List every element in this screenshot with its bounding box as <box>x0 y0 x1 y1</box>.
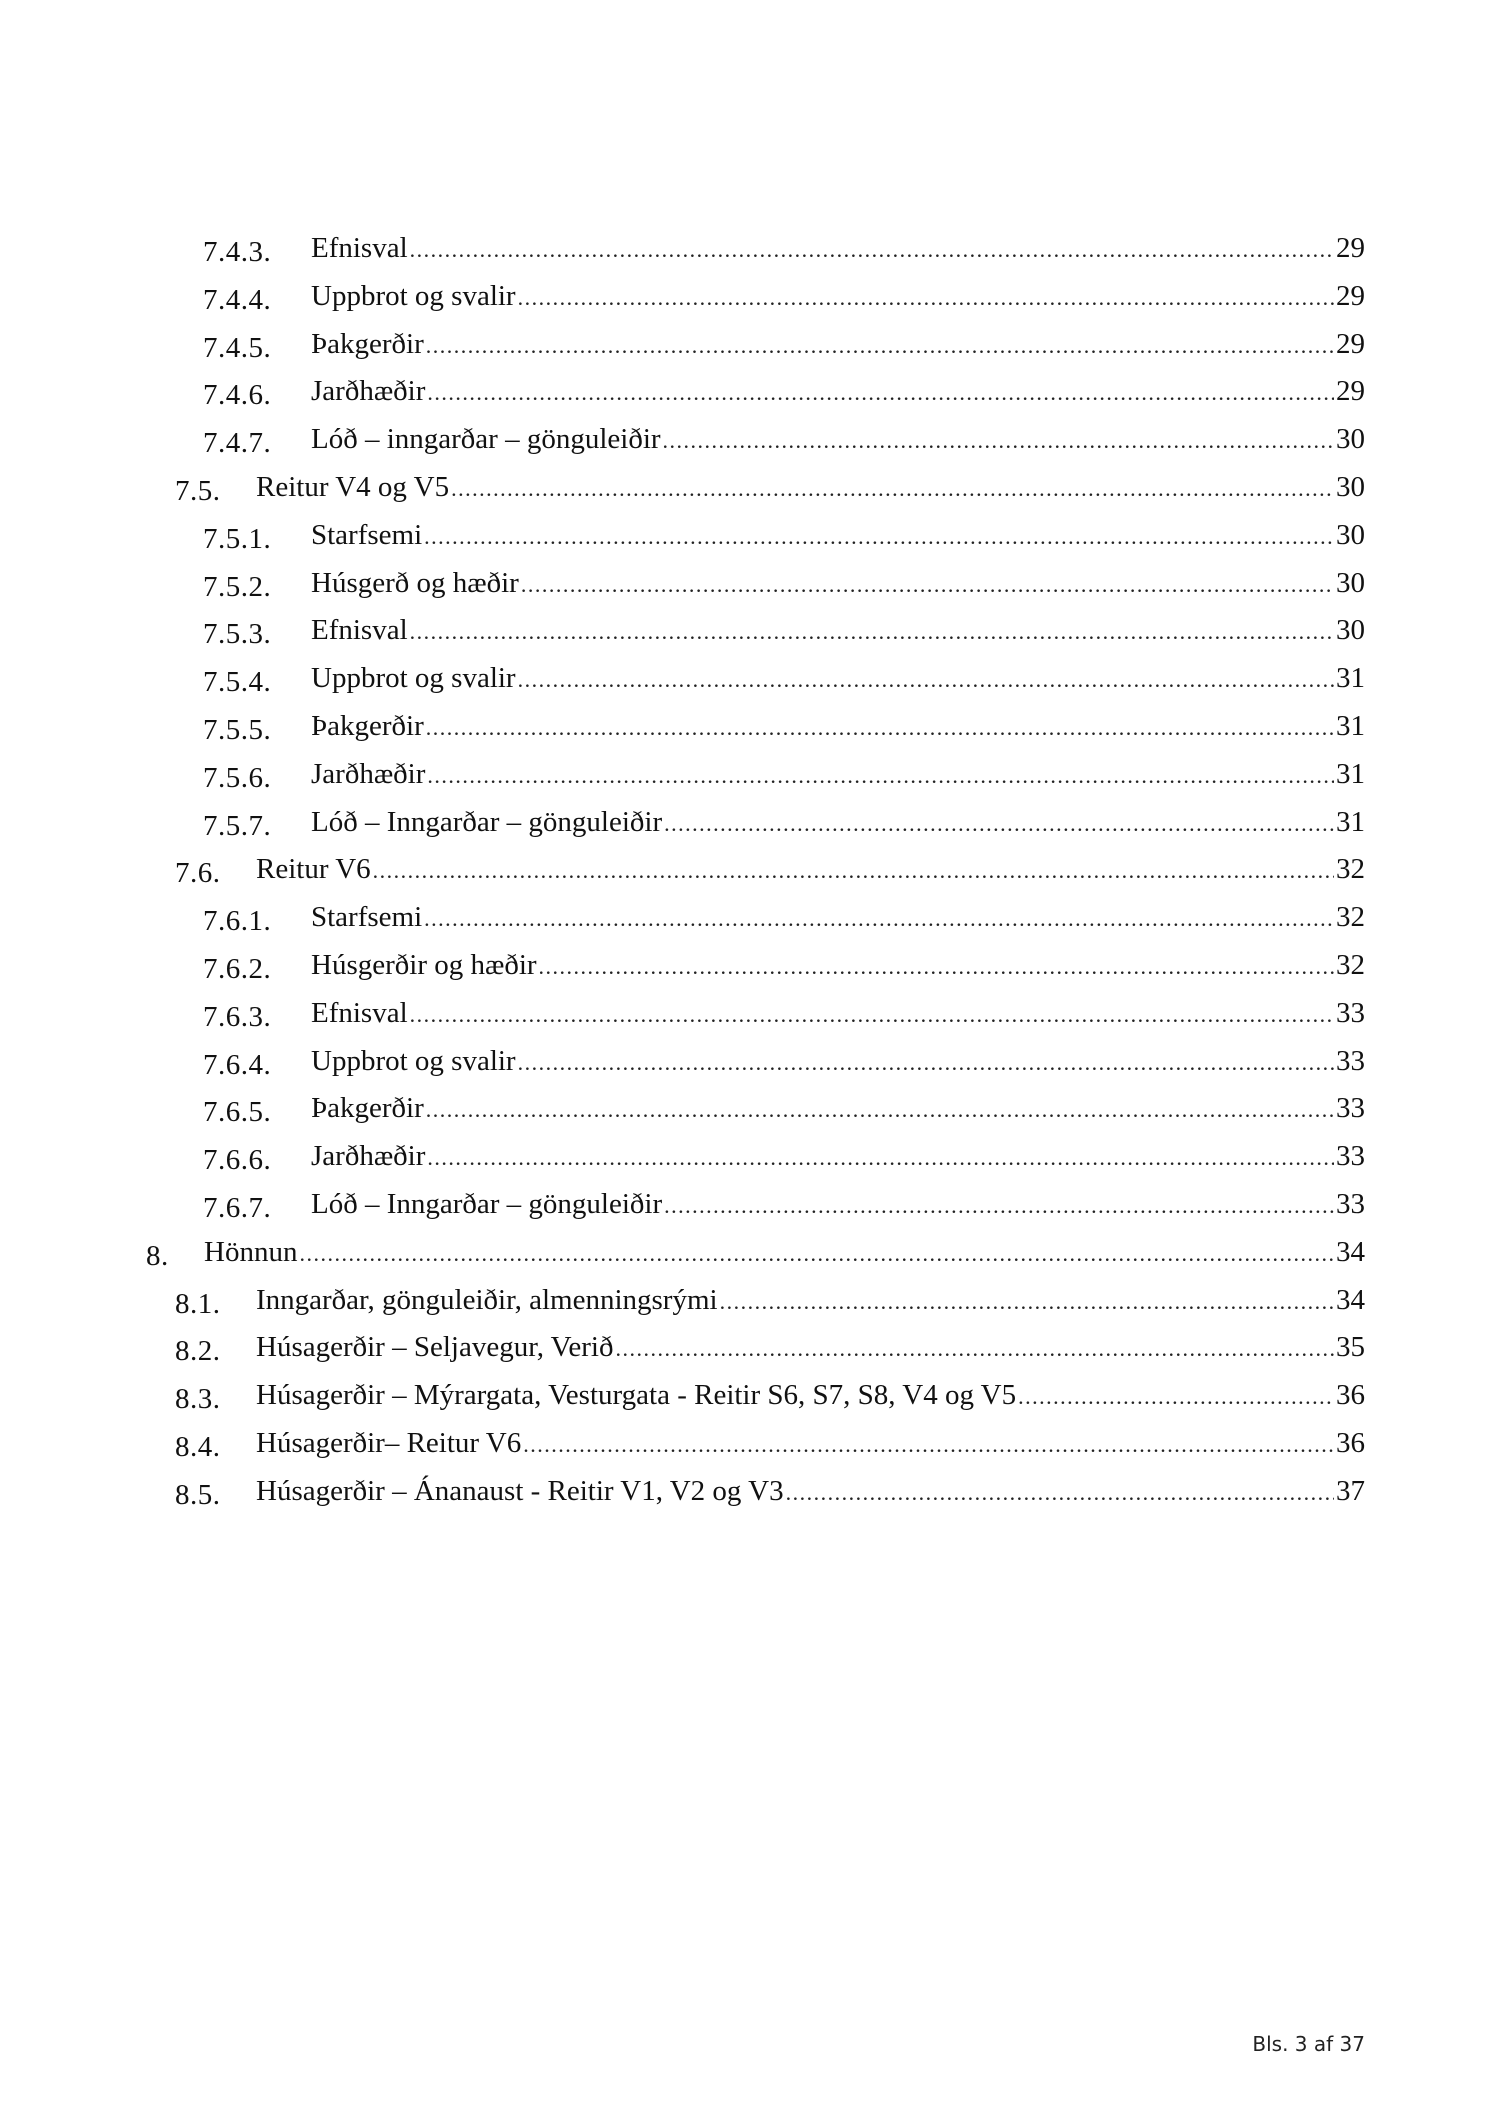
toc-entry[interactable] <box>0 419 1500 467</box>
toc-dot-leader <box>427 1138 1334 1178</box>
toc-dot-leader <box>1018 1377 1334 1417</box>
toc-entry-number: 7.6.3. <box>203 1000 272 1033</box>
toc-entry-title[interactable]: Þakgerðir <box>311 1092 424 1125</box>
toc-entry-number: 7.4.7. <box>203 427 272 460</box>
toc-entry-title[interactable]: Uppbrot og svalir <box>311 1044 516 1077</box>
toc-entry[interactable] <box>0 467 1500 515</box>
toc-entry-page: 36 <box>1336 1426 1365 1459</box>
toc-dot-leader <box>518 278 1334 318</box>
toc-entry[interactable] <box>0 658 1500 706</box>
toc-entry-title[interactable]: Reitur V6 <box>256 853 371 886</box>
toc-entry-number: 8.3. <box>175 1383 221 1416</box>
toc-entry-number: 7.6.5. <box>203 1096 272 1129</box>
toc-entry[interactable] <box>0 1184 1500 1232</box>
toc-entry-title[interactable]: Efnisval <box>311 996 408 1029</box>
toc-entry[interactable] <box>0 897 1500 945</box>
toc-entry-number: 7.5.7. <box>203 809 272 842</box>
toc-entry-number: 7.6.2. <box>203 952 272 985</box>
toc-entry[interactable] <box>0 276 1500 324</box>
toc-entry-page: 31 <box>1336 805 1365 838</box>
toc-entry-page: 33 <box>1336 1140 1365 1173</box>
toc-entry-title[interactable]: Reitur V4 og V5 <box>256 470 450 503</box>
toc-entry-title[interactable]: Lóð – Inngarðar – gönguleiðir <box>311 1187 663 1220</box>
toc-entry-line <box>311 515 1365 557</box>
toc-dot-leader <box>663 421 1334 461</box>
toc-entry-line <box>311 993 1365 1035</box>
toc-entry-line <box>311 228 1365 270</box>
toc-entry[interactable] <box>0 849 1500 897</box>
toc-entry-page: 29 <box>1336 232 1365 264</box>
toc-entry-title[interactable]: Jarðhæðir <box>311 1140 426 1173</box>
toc-entry-page: 31 <box>1336 662 1365 695</box>
toc-entry-line <box>256 1327 1365 1369</box>
toc-entry-title[interactable]: Hönnun <box>204 1235 298 1268</box>
toc-entry-line <box>311 1136 1365 1178</box>
toc-dot-leader <box>427 373 1334 413</box>
toc-entry-title[interactable]: Inngarðar, gönguleiðir, almenningsrými <box>256 1283 718 1316</box>
toc-entry-title[interactable]: Jarðhæðir <box>311 375 426 408</box>
page-number-label: Bls. 3 af 37 <box>1252 2032 1365 2056</box>
toc-entry-page: 33 <box>1336 1092 1365 1125</box>
toc-entry-page: 34 <box>1336 1283 1365 1316</box>
toc-entry-number: 7.6.7. <box>203 1191 272 1224</box>
toc-entry-page: 31 <box>1336 757 1365 790</box>
toc-entry-page: 33 <box>1336 1187 1365 1220</box>
toc-entry[interactable] <box>0 610 1500 658</box>
toc-entry-number: 7.4.4. <box>203 283 272 316</box>
toc-entry-line <box>256 467 1365 509</box>
toc-entry-title[interactable]: Starfsemi <box>311 901 423 934</box>
toc-dot-leader <box>299 1234 1334 1274</box>
toc-entry-page: 35 <box>1336 1331 1365 1364</box>
toc-entry-title[interactable]: Húsagerðir– Reitur V6 <box>256 1426 522 1459</box>
toc-entry-number: 7.5.4. <box>203 666 272 699</box>
toc-entry-page: 30 <box>1336 566 1365 599</box>
toc-entry-line <box>311 658 1365 700</box>
toc-entry-line <box>311 419 1365 461</box>
toc-entry[interactable] <box>0 754 1500 802</box>
toc-entry-page: 30 <box>1336 614 1365 647</box>
toc-entry-title[interactable]: Húsagerðir – Ánanaust - Reitir V1, V2 og V3 <box>256 1474 784 1507</box>
toc-entry[interactable] <box>0 1327 1500 1375</box>
toc-entry-title[interactable]: Efnisval <box>311 232 408 264</box>
toc-entry-line <box>204 1232 1365 1274</box>
toc-entry-line <box>311 324 1365 366</box>
toc-entry-page: 32 <box>1336 901 1365 934</box>
toc-entry-number: 7.6. <box>175 857 221 890</box>
toc-dot-leader <box>410 995 1334 1035</box>
toc-entry[interactable] <box>0 1375 1500 1423</box>
toc-entry-number: 8.2. <box>175 1335 221 1368</box>
toc-dot-leader <box>616 1329 1335 1369</box>
toc-entry-number: 8.5. <box>175 1478 221 1511</box>
toc-entry-line <box>256 849 1365 891</box>
toc-entry-line <box>311 371 1365 413</box>
toc-entry-line <box>311 1184 1365 1226</box>
toc-entry-number: 7.5.6. <box>203 761 272 794</box>
toc-entry-page: 37 <box>1336 1474 1365 1507</box>
toc-dot-leader <box>410 612 1334 652</box>
toc-entry[interactable] <box>0 324 1500 372</box>
toc-dot-leader <box>426 1090 1334 1130</box>
toc-dot-leader <box>424 517 1334 557</box>
toc-entry[interactable] <box>0 1232 1500 1280</box>
toc-entry-page: 32 <box>1336 948 1365 981</box>
toc-entry[interactable] <box>0 993 1500 1041</box>
toc-entry-page: 30 <box>1336 470 1365 503</box>
toc-entry-line <box>311 276 1365 318</box>
toc-entry-page: 29 <box>1336 279 1365 312</box>
toc-entry-title[interactable]: Húsgerð og hæðir <box>311 566 519 599</box>
toc-dot-leader <box>424 899 1334 939</box>
toc-entry-line <box>256 1375 1365 1417</box>
toc-entry-line <box>311 706 1365 748</box>
toc-dot-leader <box>539 947 1334 987</box>
page-footer <box>1252 2032 1365 2056</box>
toc-dot-leader <box>451 469 1334 509</box>
toc-dot-leader <box>786 1473 1334 1513</box>
toc-entry-number: 7.4.3. <box>203 236 272 268</box>
toc-entry-number: 7.5.5. <box>203 713 272 746</box>
toc-entry-title[interactable]: Starfsemi <box>311 518 423 551</box>
toc-dot-leader <box>664 1186 1334 1226</box>
toc-entry-title[interactable]: Uppbrot og svalir <box>311 662 516 695</box>
toc-entry-page: 33 <box>1336 1044 1365 1077</box>
toc-entry-number: 8.4. <box>175 1430 221 1463</box>
toc-entry-page: 34 <box>1336 1235 1365 1268</box>
toc-entry-page: 33 <box>1336 996 1365 1029</box>
toc-entry-number: 7.5.3. <box>203 618 272 651</box>
toc-dot-leader <box>720 1282 1334 1322</box>
toc-entry-title[interactable]: Efnisval <box>311 614 408 647</box>
toc-entry[interactable] <box>0 515 1500 563</box>
toc-entry-title[interactable]: Lóð – Inngarðar – gönguleiðir <box>311 805 663 838</box>
toc-entry-page: 32 <box>1336 853 1365 886</box>
toc-entry-number: 7.4.6. <box>203 379 272 412</box>
toc-dot-leader <box>518 660 1334 700</box>
toc-entry-title[interactable]: Húsagerðir – Seljavegur, Verið <box>256 1331 614 1364</box>
toc-entry-number: 7.5. <box>175 474 221 507</box>
toc-dot-leader <box>664 804 1334 844</box>
toc-entry[interactable] <box>0 1423 1500 1471</box>
toc-entry-line <box>256 1423 1365 1465</box>
toc-entry[interactable] <box>0 802 1500 850</box>
toc-entry-line <box>311 563 1365 605</box>
toc-entry[interactable] <box>0 706 1500 754</box>
toc-dot-leader <box>521 565 1334 605</box>
toc-entry[interactable] <box>0 1136 1500 1184</box>
toc-entry-number: 7.5.2. <box>203 570 272 603</box>
toc-entry-title[interactable]: Lóð – inngarðar – gönguleiðir <box>311 423 661 456</box>
toc-entry-line <box>311 754 1365 796</box>
toc-entry-line <box>311 1088 1365 1130</box>
toc-entry[interactable] <box>0 1088 1500 1136</box>
toc-entry-page: 31 <box>1336 709 1365 742</box>
toc-entry-number: 7.6.4. <box>203 1048 272 1081</box>
toc-entry-number: 7.5.1. <box>203 522 272 555</box>
toc-entry-number: 8.1. <box>175 1287 221 1320</box>
toc-entry[interactable] <box>0 371 1500 419</box>
toc-entry-title[interactable]: Þakgerðir <box>311 327 424 360</box>
toc-entry-title[interactable]: Húsgerðir og hæðir <box>311 948 537 981</box>
toc-entry-page: 36 <box>1336 1379 1365 1412</box>
toc-entry-line <box>311 610 1365 652</box>
toc-entry-line <box>256 1280 1365 1322</box>
toc-entry[interactable] <box>0 1041 1500 1089</box>
toc-entry-title[interactable]: Uppbrot og svalir <box>311 279 516 312</box>
toc-entry[interactable] <box>0 228 1500 276</box>
toc-entry-page: 30 <box>1336 518 1365 551</box>
toc-dot-leader <box>410 230 1334 270</box>
toc-entry-number: 7.4.5. <box>203 331 272 364</box>
toc-entry-line <box>311 945 1365 987</box>
toc-dot-leader <box>426 708 1334 748</box>
toc-entry-line <box>311 1041 1365 1083</box>
toc-entry[interactable] <box>0 1471 1500 1519</box>
toc-entry-line <box>311 802 1365 844</box>
toc-entry-page: 30 <box>1336 423 1365 456</box>
table-of-contents <box>0 228 1500 1519</box>
toc-entry-line <box>311 897 1365 939</box>
toc-dot-leader <box>427 756 1334 796</box>
toc-dot-leader <box>523 1425 1334 1465</box>
toc-entry[interactable] <box>0 1280 1500 1328</box>
toc-dot-leader <box>518 1043 1334 1083</box>
toc-entry-title[interactable]: Jarðhæðir <box>311 757 426 790</box>
toc-entry[interactable] <box>0 945 1500 993</box>
toc-dot-leader <box>426 326 1334 366</box>
toc-entry-title[interactable]: Þakgerðir <box>311 709 424 742</box>
toc-entry-page: 29 <box>1336 327 1365 360</box>
toc-entry-title[interactable]: Húsagerðir – Mýrargata, Vesturgata - Reitir S6, S7, S8, V4 og V5 <box>256 1379 1017 1412</box>
toc-entry-number: 7.6.1. <box>203 905 272 938</box>
toc-dot-leader <box>373 851 1334 891</box>
toc-entry-page: 29 <box>1336 375 1365 408</box>
toc-entry-number: 8. <box>146 1239 169 1272</box>
toc-entry-number: 7.6.6. <box>203 1144 272 1177</box>
toc-entry[interactable] <box>0 563 1500 611</box>
toc-entry-line <box>256 1471 1365 1513</box>
